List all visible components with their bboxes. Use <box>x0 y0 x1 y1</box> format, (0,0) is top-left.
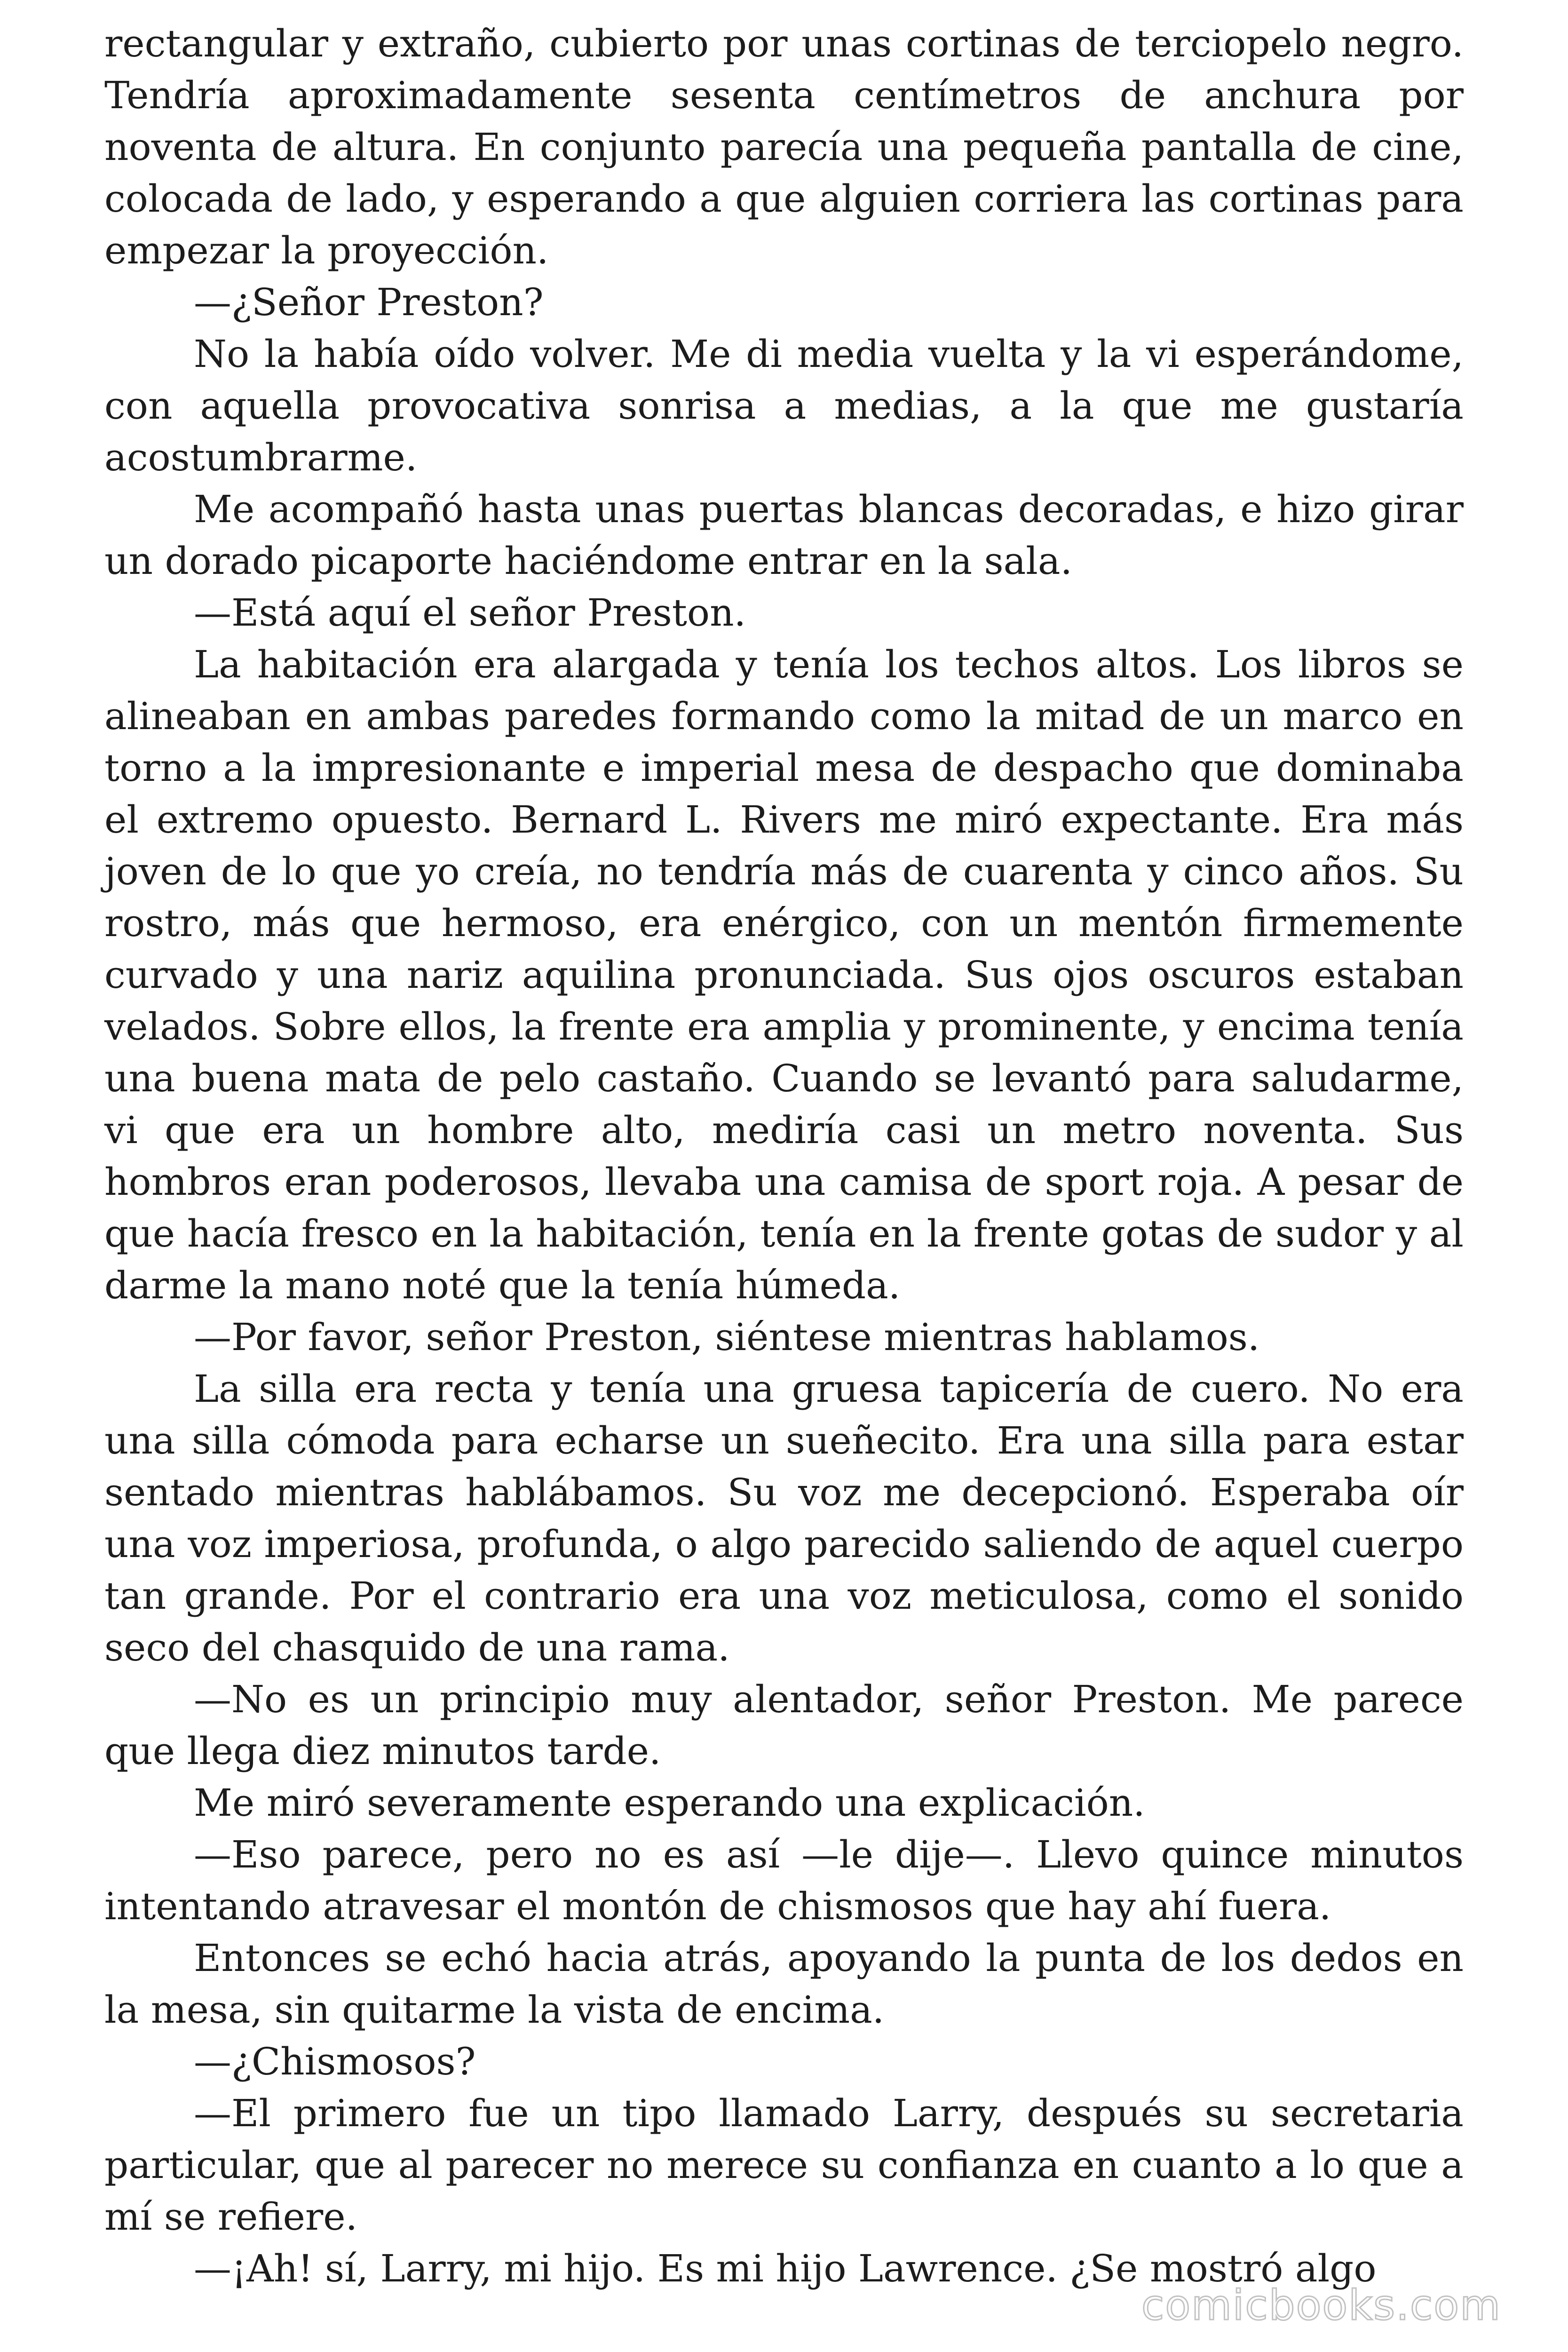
paragraph-14: —El primero fue un tipo llamado Larry, después su secretaria particular, que al parecer no merece su confianza en cuanto a lo que a mí se refiere. <box>104 2091 1464 2239</box>
paragraph-7: —Por favor, señor Preston, siéntese mientras hablamos. <box>194 1315 1260 1359</box>
paragraph-9: —No es un principio muy alentador, señor Preston. Me parece que llega diez minutos tarde. <box>104 1677 1464 1773</box>
paragraph-1: rectangular y extraño, cubierto por unas cortinas de terciopelo negro. Tendría aproximadamente sesenta centímetros de anchura por noventa de altura. En conjunto parecía una pequeña pantalla de cine, colocada de lado, y esperando a que alguien corriera las cortinas para empezar la proyección. <box>104 22 1464 272</box>
paragraph-12: Entonces se echó hacia atrás, apoyando la punta de los dedos en la mesa, sin quitarme la vista de encima. <box>104 1936 1464 2032</box>
paragraph-3: No la había oído volver. Me di media vuelta y la vi esperándome, con aquella provocativa sonrisa a medias, a la que me gustaría acostumbrarme. <box>104 332 1464 479</box>
paragraph-4: Me acompañó hasta unas puertas blancas decoradas, e hizo girar un dorado picaporte haciéndome entrar en la sala. <box>104 487 1464 583</box>
watermark: comicbooks.com <box>1141 2281 1501 2329</box>
paragraph-8: La silla era recta y tenía una gruesa tapicería de cuero. No era una silla cómoda para echarse un sueñecito. Era una silla para estar sentado mientras hablábamos. Su voz me decepcionó. Esperaba oír una voz imperiosa, profunda, o algo parecido saliendo de aquel cuerpo tan grande. Por el contrario era una voz meticulosa, como el sonido seco del chasquido de una rama. <box>104 1367 1464 1669</box>
paragraph-2: —¿Señor Preston? <box>194 280 544 324</box>
paragraph-13: —¿Chismosos? <box>194 2040 476 2083</box>
paragraph-11: —Eso parece, pero no es así —le dije—. Llevo quince minutos intentando atravesar el montón de chismosos que hay ahí fuera. <box>104 1833 1464 1928</box>
paragraph-5: —Está aquí el señor Preston. <box>194 591 746 635</box>
paragraph-10: Me miró severamente esperando una explicación. <box>194 1781 1145 1825</box>
paragraph-6: La habitación era alargada y tenía los techos altos. Los libros se alineaban en ambas paredes formando como la mitad de un marco en torno a la impresionante e imperial mesa de despacho que dominaba el extremo opuesto. Bernard L. Rivers me miró expectante. Era más joven de lo que yo creía, no tendría más de cuarenta y cinco años. Su rostro, más que hermoso, era enérgico, con un mentón firmemente curvado y una nariz aquilina pronunciada. Sus ojos oscuros estaban velados. Sobre ellos, la frente era amplia y prominente, y encima tenía una buena mata de pelo castaño. Cuando se levantó para saludarme, vi que era un hombre alto, mediría casi un metro noventa. Sus hombros eran poderosos, llevaba una camisa de sport roja. A pesar de que hacía fresco en la habitación, tenía en la frente gotas de sudor y al darme la mano noté que la tenía húmeda. <box>104 643 1464 1307</box>
book-page-text <box>104 18 1464 2295</box>
paragraph-15: —¡Ah! sí, Larry, mi hijo. Es mi hijo Lawrence. ¿Se mostró algo <box>194 2247 1377 2290</box>
